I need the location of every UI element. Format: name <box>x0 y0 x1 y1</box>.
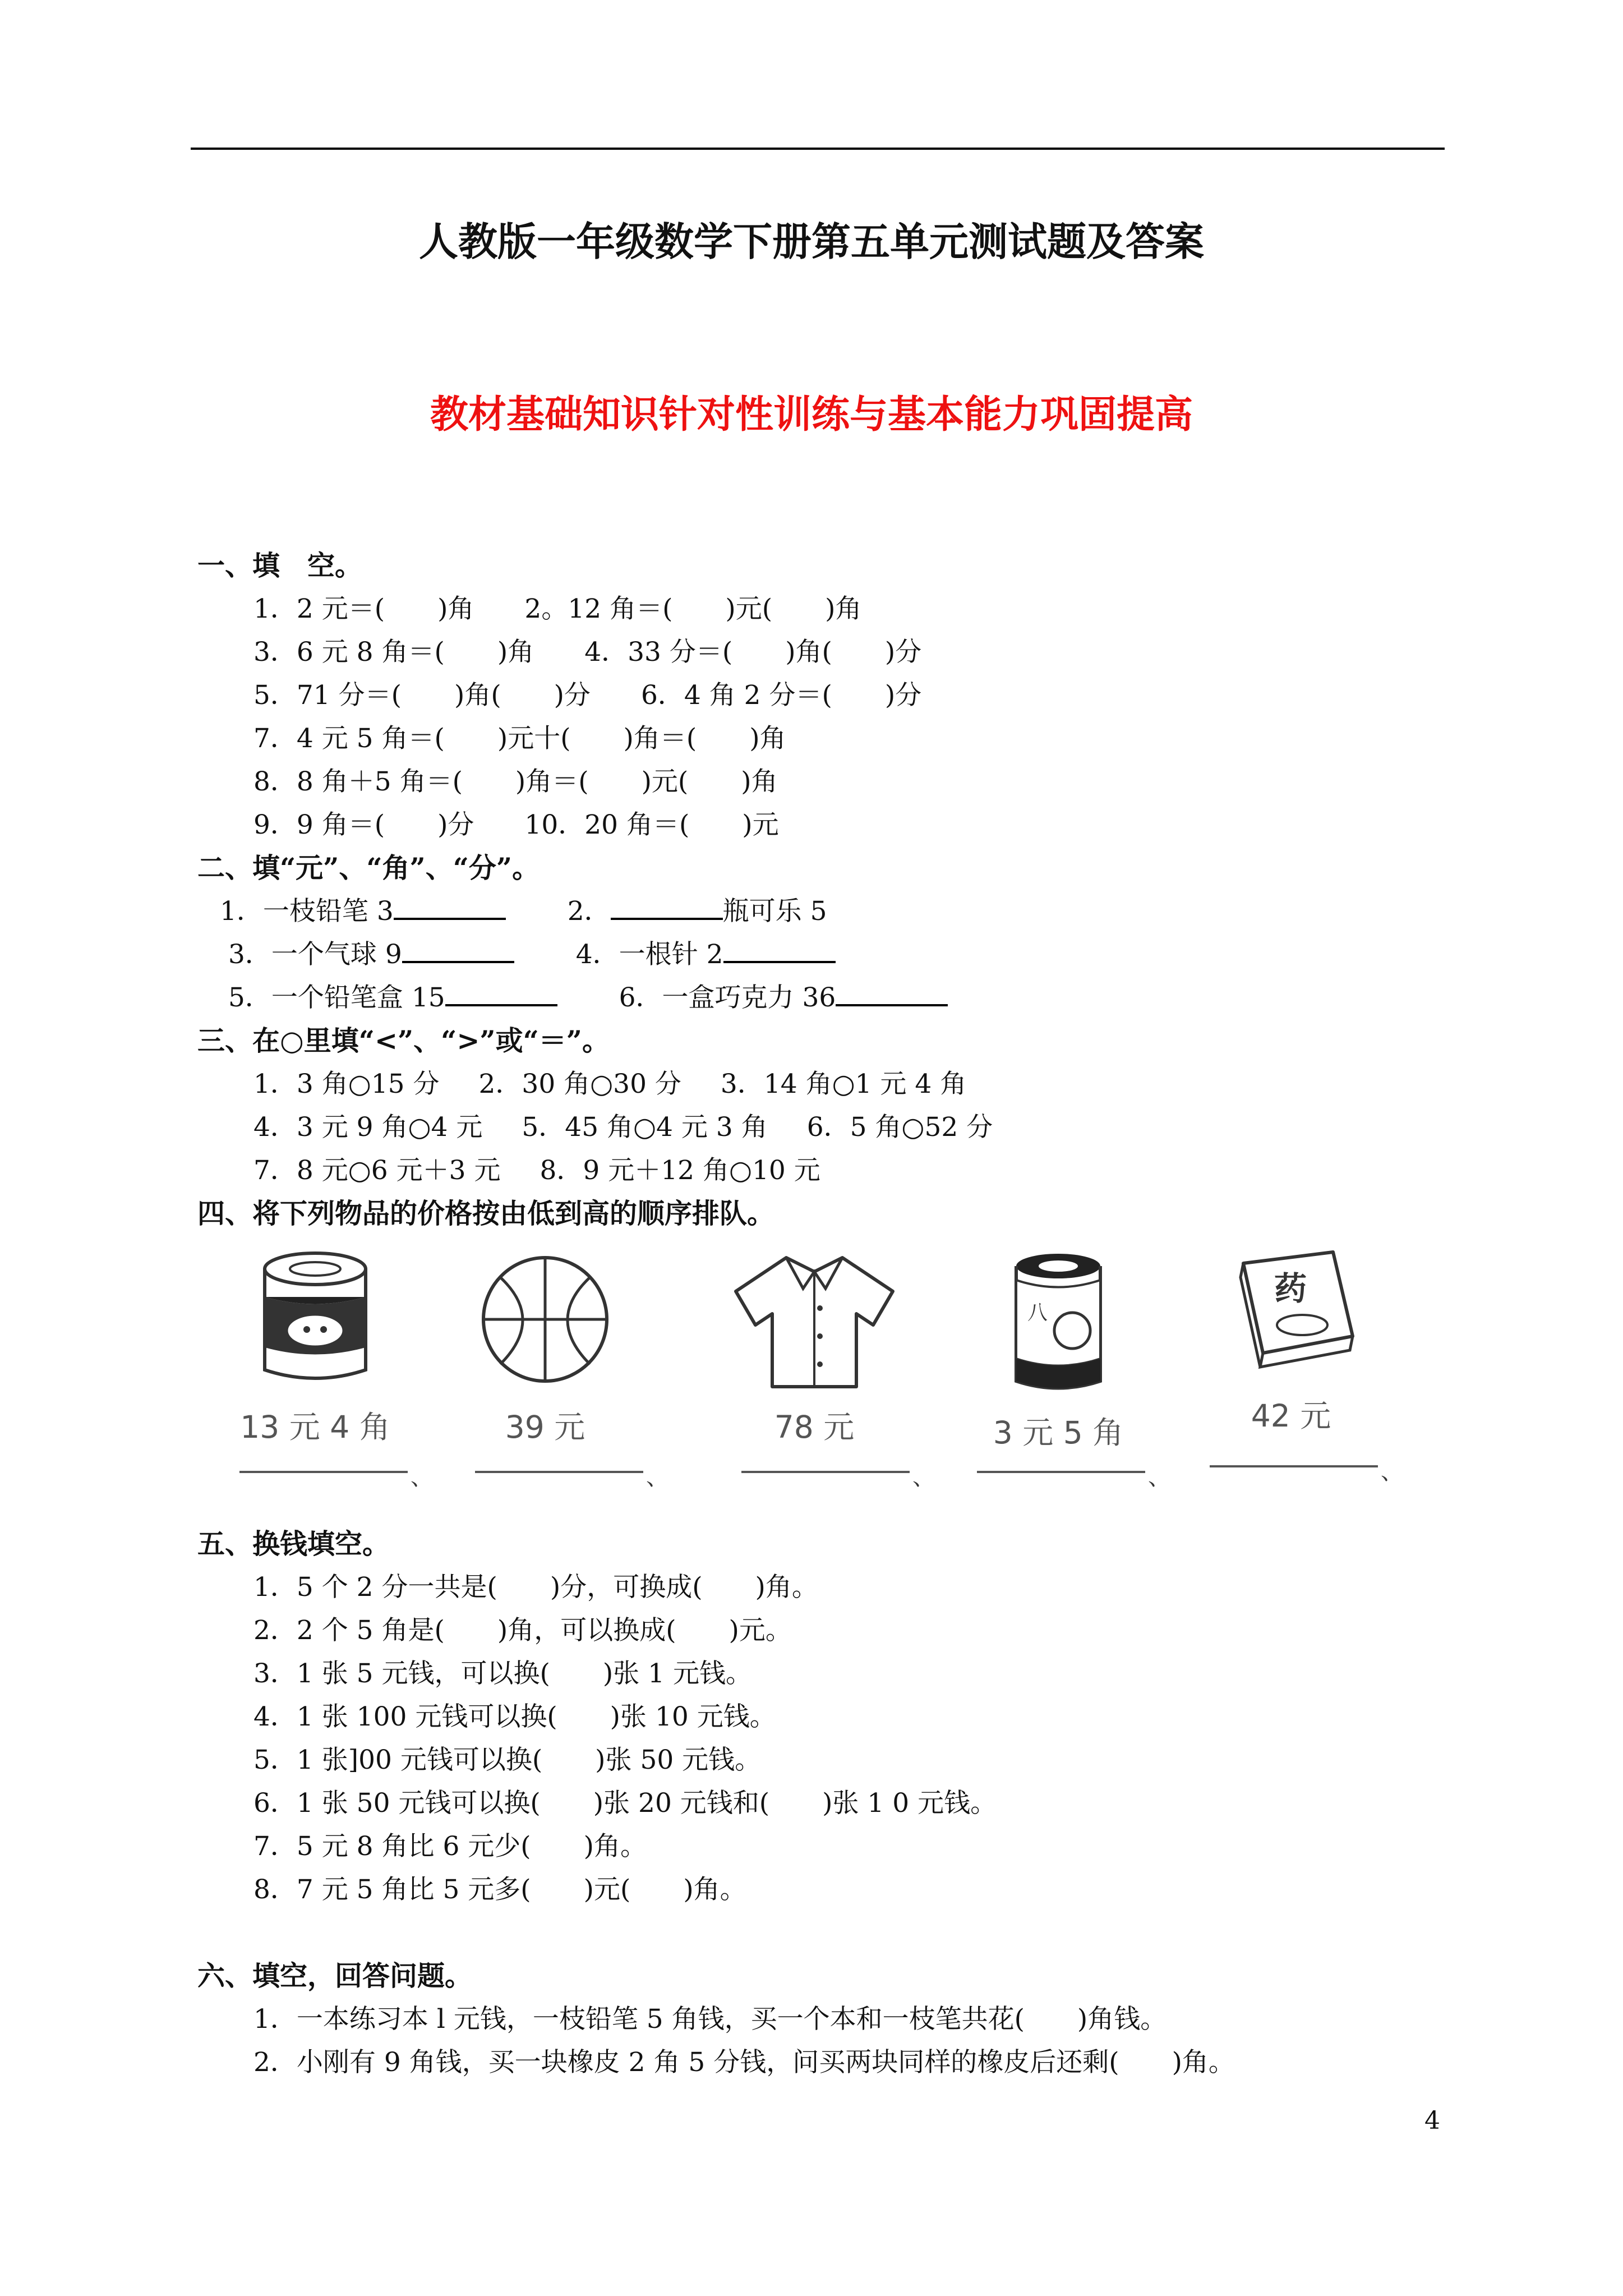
product-item <box>963 1246 1154 1452</box>
question-item: 2． <box>567 896 611 927</box>
product-item <box>719 1246 910 1447</box>
question-item: 3．一个气球 9 <box>228 939 402 970</box>
question-row: 1．一本练习本 l 元钱，一枝铅笔 5 角钱，买一个本和一枝笔共花( )角钱。 <box>253 2004 1167 2035</box>
product-price: 42 元 <box>1251 1398 1331 1434</box>
answer-line[interactable] <box>977 1460 1170 1490</box>
answer-blank[interactable] <box>402 933 514 963</box>
question-item: 7．4 元 5 角＝( )元十( )角＝( )角 <box>253 723 786 754</box>
worksheet-body <box>197 544 1487 2084</box>
question-item: 4．33 分＝( )角( )分 <box>584 637 922 668</box>
question-row: 2．2 个 5 角是( )角，可以换成( )元。 <box>253 1615 792 1646</box>
question-item: 5．一个铅笔盒 15 <box>228 982 445 1013</box>
question-item: 1．3 角○15 分 <box>253 1069 440 1099</box>
answer-line[interactable] <box>741 1460 935 1490</box>
question-row <box>197 803 1487 846</box>
section-5-heading: 五、换钱填空。 <box>197 1527 390 1560</box>
separator-mark: 、 <box>1148 1465 1170 1490</box>
question-row: 2．小刚有 9 角钱，买一块橡皮 2 角 5 分钱，问买两块同样的橡皮后还剩( )角。 <box>253 2047 1235 2078</box>
product-price: 13 元 4 角 <box>240 1409 390 1445</box>
separator-mark: 、 <box>1381 1459 1403 1485</box>
section-1-heading: 一、填 空。 <box>197 549 363 582</box>
question-row <box>197 1062 1487 1106</box>
svg-text:药: 药 <box>1274 1269 1307 1308</box>
page-title: 人教版一年级数学下册第五单元测试题及答案 <box>419 218 1204 265</box>
answer-line[interactable] <box>239 1460 433 1490</box>
page-subtitle: 教材基础知识针对性训练与基本能力巩固提高 <box>430 392 1193 437</box>
question-item: 2．30 角○30 分 <box>478 1069 681 1099</box>
question-row <box>197 760 1487 803</box>
answer-line[interactable] <box>475 1460 668 1490</box>
question-item: 7．8 元○6 元＋3 元 <box>253 1155 501 1186</box>
question-row: 7．5 元 8 角比 6 元少( )角。 <box>253 1831 647 1862</box>
question-item: 6．一盒巧克力 36 <box>619 982 836 1013</box>
section-4-heading: 四、将下列物品的价格按由低到高的顺序排队。 <box>197 1197 775 1230</box>
page-number: 4 <box>1424 2106 1440 2135</box>
product-item <box>220 1246 411 1447</box>
question-item: 1．2 元＝( )角 <box>253 593 474 624</box>
svg-text:八: 八 <box>1027 1301 1048 1324</box>
medicine-box-icon <box>1221 1246 1361 1381</box>
question-item: 8．8 角＋5 角＝( )角＝( )元( )角 <box>253 766 778 797</box>
question-row <box>197 587 1487 631</box>
question-item: 8．9 元＋12 角○10 元 <box>540 1155 820 1186</box>
question-row <box>197 976 1487 1019</box>
question-row <box>197 1149 1487 1192</box>
question-row: 4．1 张 100 元钱可以换( )张 10 元钱。 <box>253 1701 776 1732</box>
question-item: 瓶可乐 5 <box>722 896 827 927</box>
question-row <box>197 674 1487 717</box>
section-6-heading: 六、填空，回答问题。 <box>197 1959 473 1992</box>
question-item: 5．71 分＝( )角( )分 <box>253 680 591 711</box>
question-item: 6．5 角○52 分 <box>806 1112 993 1143</box>
question-row: 1．5 个 2 分一共是( )分，可换成( )角。 <box>253 1572 818 1603</box>
separator-mark: 、 <box>411 1465 433 1490</box>
question-row <box>197 1106 1487 1149</box>
question-row: 6．1 张 50 元钱可以换( )张 20 元钱和( )张 1 0 元钱。 <box>253 1788 997 1819</box>
answer-blank[interactable] <box>836 976 948 1006</box>
shirt-icon <box>730 1246 898 1392</box>
porridge-can-icon <box>1002 1246 1114 1398</box>
product-price: 3 元 5 角 <box>993 1415 1124 1451</box>
question-row: 5．1 张]00 元钱可以换( )张 50 元钱。 <box>253 1745 762 1775</box>
separator-mark: 、 <box>912 1465 935 1490</box>
ball-icon <box>478 1246 612 1392</box>
answer-blank[interactable] <box>611 890 723 920</box>
product-price: 78 元 <box>774 1409 855 1445</box>
product-item <box>1196 1246 1386 1435</box>
answer-line[interactable] <box>1210 1454 1403 1485</box>
question-row <box>197 717 1487 760</box>
question-item: 3．6 元 8 角＝( )角 <box>253 637 534 668</box>
product-item <box>450 1246 640 1447</box>
can-icon <box>253 1246 377 1392</box>
question-item: 1．一枝铅笔 3 <box>220 896 394 927</box>
product-price: 39 元 <box>505 1409 585 1445</box>
question-row: 8．7 元 5 角比 5 元多( )元( )角。 <box>253 1874 746 1905</box>
question-row <box>197 933 1487 976</box>
section-2-heading: 二、填“元”、“角”、“分”。 <box>197 852 540 884</box>
question-item: 2。12 角＝( )元( )角 <box>524 593 862 624</box>
answer-blank[interactable] <box>723 933 836 963</box>
question-item: 6．4 角 2 分＝( )分 <box>641 680 922 711</box>
question-item: 4．一根针 2 <box>575 939 723 970</box>
question-row <box>197 631 1487 674</box>
section-3-heading: 三、在○里填“<”、“>”或“＝”。 <box>197 1024 610 1057</box>
products-row <box>197 1235 1487 1522</box>
question-row: 3．1 张 5 元钱，可以换( )张 1 元钱。 <box>253 1658 752 1689</box>
question-item: 9．9 角＝( )分 <box>253 809 474 840</box>
separator-mark: 、 <box>646 1465 668 1490</box>
answer-blank[interactable] <box>445 976 557 1006</box>
answer-blank[interactable] <box>394 890 506 920</box>
question-item: 4．3 元 9 角○4 元 <box>253 1112 483 1143</box>
question-row <box>197 890 1487 933</box>
header-rule <box>191 148 1445 150</box>
question-item: 5．45 角○4 元 3 角 <box>522 1112 768 1143</box>
question-item: 10．20 角＝( )元 <box>524 809 779 840</box>
question-item: 3．14 角○1 元 4 角 <box>720 1069 967 1099</box>
